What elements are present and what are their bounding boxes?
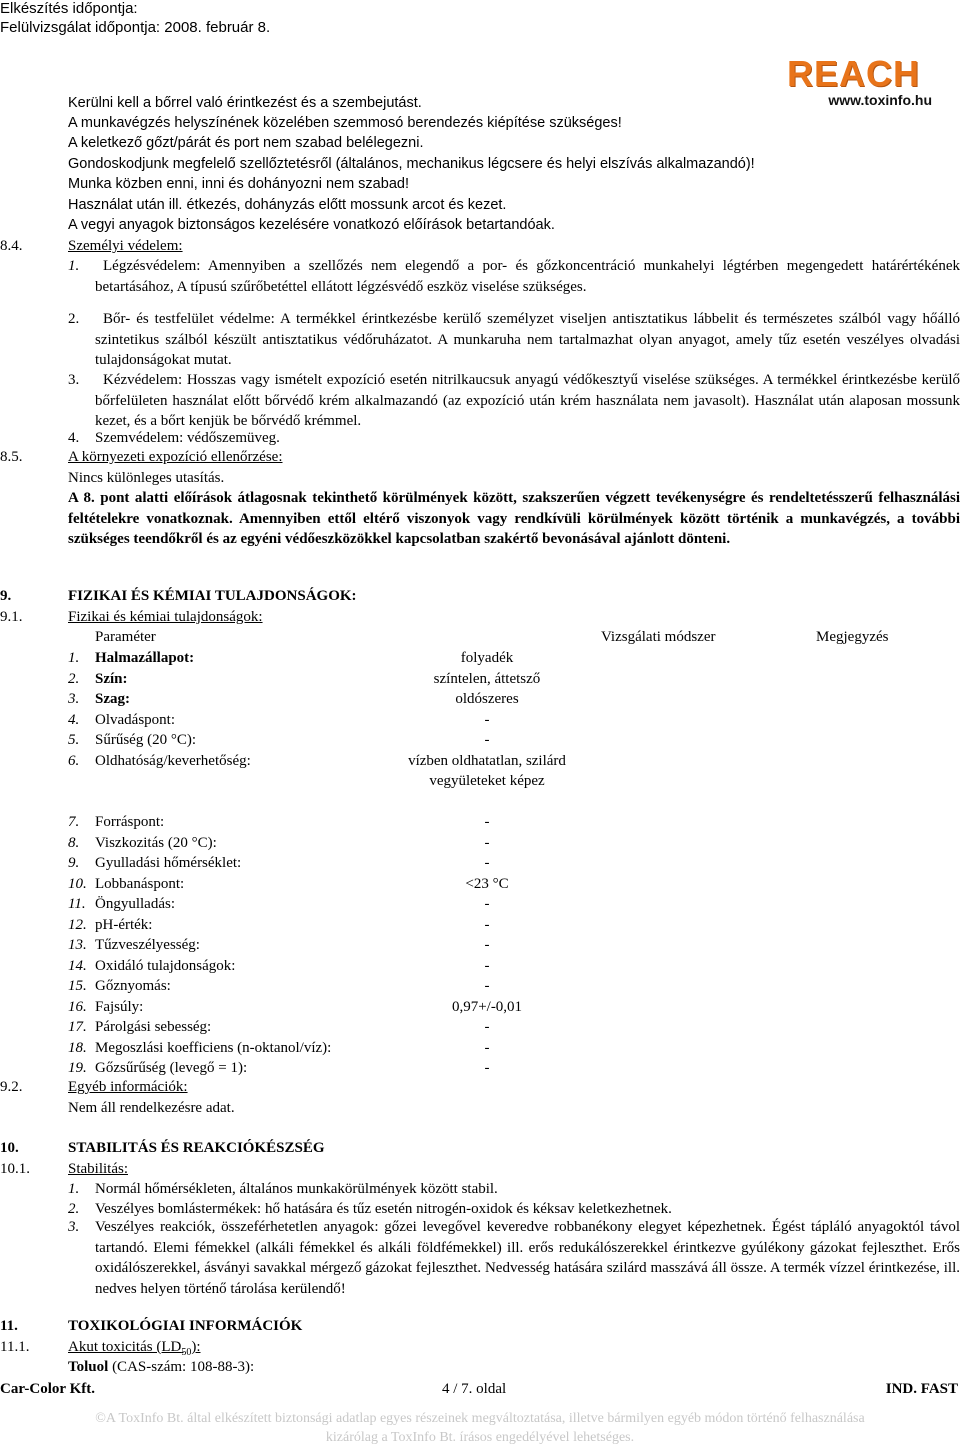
property-value: - — [484, 957, 490, 974]
item-number: 2. — [68, 311, 80, 327]
property-label: Szag: — [95, 691, 130, 707]
property-value: folyadék — [460, 650, 514, 666]
reach-logo — [787, 53, 932, 112]
property-number: 3. — [68, 691, 80, 707]
property-row — [68, 1058, 960, 1079]
footer-page: 4 / 7. oldal — [442, 1381, 507, 1397]
property-label: Párolgási sebesség: — [95, 1019, 212, 1035]
property-value: - — [484, 978, 490, 994]
intro-line: A munkavégzés helyszínének közelében szemmosó berendezés kiépítése szükséges! — [68, 115, 622, 131]
protection-item: Szemvédelem: védőszemüveg. — [95, 430, 280, 446]
header-review-date: Felülvizsgálat időpontja: 2008. február 8. — [0, 19, 271, 36]
property-row — [68, 812, 960, 833]
item-number: 3. — [68, 372, 80, 388]
section-title: Személyi védelem: — [68, 238, 183, 254]
protection-item: Kézvédelem: Hosszas vagy ismételt expozíció esetén nitrilkaucsuk anyagú védőkesztyű viselése szükséges. A termékkel érintkezésbe kerülő bőrfelületen használat előtt bőrvédő krém alkalmazandó (az expozíció után krém használata nem javasolt). Használat után alaposan mossunk kezet, és a bőrt kenjük be bőrvédő krémmel. — [95, 372, 960, 429]
intro-line: Gondoskodjunk megfelelő szellőztetésről (általános, mechanikus légcsere és helyi elszívás alkalmazandó)! — [68, 156, 755, 172]
property-value: - — [484, 916, 490, 933]
property-row — [68, 669, 960, 690]
property-number: 10. — [68, 875, 87, 892]
substance-line: Toluol (CAS-szám: 108-88-3): — [68, 1359, 255, 1375]
column-header-parameter: Paraméter — [95, 629, 156, 645]
intro-line: Használat után ill. étkezés, dohányzás előtt mossunk arcot és kezet. — [68, 197, 507, 213]
property-label: Olvadáspont: — [95, 711, 175, 728]
property-value: - — [484, 1060, 490, 1076]
property-label: Megoszlási koefficiens (n-oktanol/víz): — [95, 1039, 332, 1056]
property-row — [68, 956, 960, 977]
property-row — [68, 894, 960, 915]
property-label: Öngyulladás: — [95, 896, 175, 912]
property-row — [68, 710, 960, 731]
property-row — [68, 874, 960, 895]
property-row — [68, 833, 960, 854]
section-number: 11.1. — [0, 1339, 30, 1355]
section-number: 9. — [0, 588, 12, 604]
copyright-note: kizárólag a ToxInfo Bt. írásos engedélyével lehetséges. — [325, 1430, 635, 1445]
property-label: pH-érték: — [95, 916, 153, 933]
property-value: - — [484, 896, 490, 912]
property-number: 15. — [68, 978, 87, 994]
property-number: 4. — [68, 711, 80, 728]
property-label: Viszkozitás (20 °C): — [95, 834, 217, 851]
property-label: Sűrűség (20 °C): — [95, 732, 196, 748]
property-value: - — [484, 855, 490, 871]
header-created-date: Elkészítés időpontja: — [0, 0, 138, 17]
intro-line: A vegyi anyagok biztonságos kezelésére vonatkozó előírások betartandóak. — [68, 217, 555, 233]
logo-url: www.toxinfo.hu — [828, 92, 932, 108]
intro-line: Kerülni kell a bőrrel való érintkezést és a szembejutást. — [68, 95, 422, 111]
property-row — [68, 997, 960, 1018]
property-number: 18. — [68, 1039, 87, 1056]
column-header-note: Megjegyzés — [816, 629, 889, 645]
property-row — [68, 976, 960, 997]
section-title: Stabilitás: — [68, 1161, 128, 1177]
stability-item: Veszélyes reakciók, összeférhetetlen anyagok: gőzei levegővel keveredve robbanékony elegyet képezhetnek. Égést tápláló anyagoktól távol tartandó. Elemi fémekkel (alkáli fémekkel és alkáli földfémekkel) ill. erős redukálószerekkel érintkezve gyúlékony gázokat fejleszthet. Erős oxidálószerekkel, ásványi savakkal mérgező gázokat fejleszthet. Nedvesség hatására szilárd masszává áll össze. A termék vízzel érintkezése, ill. nedves helyen történő tárolása kerülendő! — [95, 1219, 960, 1297]
property-number: 19. — [68, 1060, 87, 1076]
property-row — [68, 689, 960, 710]
section-heading: STABILITÁS ÉS REAKCIÓKÉSZSÉG — [68, 1140, 325, 1156]
property-number: 12. — [68, 916, 87, 933]
section-title: Fizikai és kémiai tulajdonságok: — [68, 609, 263, 625]
property-label: Fajsúly: — [95, 998, 144, 1015]
property-value: - — [484, 814, 490, 830]
section-number: 10.1. — [0, 1161, 30, 1177]
section-title: A környezeti expozíció ellenőrzése: — [68, 449, 283, 465]
property-value: - — [484, 937, 490, 953]
property-number: 5. — [68, 732, 80, 748]
section-heading: FIZIKAI ÉS KÉMIAI TULAJDONSÁGOK: — [68, 588, 357, 604]
property-number: 7. — [68, 814, 80, 830]
section-number: 8.4. — [0, 238, 23, 254]
item-number: 1. — [68, 1181, 80, 1197]
protection-item: Bőr- és testfelület védelme: A termékkel érintkezésbe kerülő személyzet viseljen antisztatikus lábbelit és természetes szálból vagy hőálló szintetikus szálból készült antisztatikus védőruházatot. A munkaruha nem tartalmazhat olyan anyagot, amely tűz esetén veszélyes olvadási tulajdonságokat mutat. — [95, 311, 960, 368]
property-value: - — [484, 1039, 490, 1056]
property-value: vízben oldhatatlan, szilárd vegyületeket képez — [408, 752, 566, 789]
section-number: 8.5. — [0, 449, 23, 465]
section-number: 9.2. — [0, 1079, 23, 1095]
property-label: Oxidáló tulajdonságok: — [95, 957, 236, 974]
section-text: Nem áll rendelkezésre adat. — [68, 1100, 235, 1116]
section-text: Nincs különleges utasítás. — [68, 470, 225, 486]
item-number: 2. — [68, 1201, 80, 1217]
property-row — [68, 648, 960, 669]
section-title: Akut toxicitás $(LD_{50})$: — [68, 1339, 201, 1358]
property-row — [68, 751, 960, 789]
property-label: Tűzveszélyesség: — [95, 937, 200, 953]
protection-item: Légzésvédelem: Amennyiben a szellőzés nem elegendő a por- és gőzkoncentráció munkahelyi légtérben megengedett határértékének betartásához, A típusú szűrőbetéttel ellátott légzésvédő eszköz viselése szükséges. — [95, 258, 960, 295]
property-number: 2. — [68, 670, 80, 687]
property-label: Halmazállapot: — [95, 650, 195, 666]
property-number: 13. — [68, 937, 87, 953]
property-value: - — [484, 711, 490, 728]
property-number: 16. — [68, 998, 87, 1015]
property-label: Gyulladási hőmérséklet: — [95, 855, 242, 871]
property-label: Szín: — [95, 670, 128, 687]
stability-item: Normál hőmérsékleten, általános munkakörülmények között stabil. — [95, 1181, 498, 1197]
section-number: 11. — [0, 1318, 18, 1334]
property-number: 8. — [68, 834, 80, 851]
section-number: 10. — [0, 1140, 19, 1156]
property-row — [68, 935, 960, 956]
property-row — [68, 1038, 960, 1059]
footer-company: Car-Color Kft. — [0, 1381, 95, 1397]
item-number: 4. — [68, 430, 80, 446]
property-row — [68, 915, 960, 936]
property-number: 17. — [68, 1019, 87, 1035]
intro-line: Munka közben enni, inni és dohányozni nem szabad! — [68, 176, 409, 192]
stability-item: Veszélyes bomlástermékek: hő hatására és tűz esetén nitrogén-oxidok és kéksav keletkezhetnek. — [95, 1201, 672, 1217]
property-number: 11. — [68, 896, 86, 912]
intro-line: A keletkező gőzt/párát és port nem szabad belélegezni. — [68, 135, 424, 151]
section-heading: TOXIKOLÓGIAI INFORMÁCIÓK — [68, 1318, 303, 1334]
property-label: Gőznyomás: — [95, 978, 171, 994]
item-number: 1. — [68, 258, 80, 274]
footer-product: IND. FAST — [885, 1381, 958, 1397]
bold-note: A 8. pont alatti előírások átlagosnak tekinthető körülmények között, szakszerűen végzett tevékenységre és rendeltetésszerű felhasználási feltételekre vonatkoznak. Amennyiben ettől eltérő viszonyok vagy rendkívüli körülmények között történik a munkavégzés, a további szükséges teendőkről és az egyéni védőeszközökkel kapcsolatban szakértő bevonásával ajánlott dönteni. — [68, 490, 960, 547]
property-label: Oldhatóság/keverhetőség: — [95, 752, 251, 769]
property-value: - — [484, 1019, 490, 1035]
property-value: - — [484, 834, 490, 851]
copyright-note: ©A ToxInfo Bt. által elkészített biztonsági adatlap egyes részeinek megváltoztatása, illetve bármilyen egyéb módon történő felhasználása — [95, 1411, 865, 1426]
item-number: 3. — [68, 1219, 80, 1235]
property-row — [68, 730, 960, 751]
property-number: 9. — [68, 855, 80, 871]
column-header-method: Vizsgálati módszer — [601, 629, 716, 645]
property-value: <23 °C — [465, 875, 509, 892]
property-label: Lobbanáspont: — [95, 875, 185, 892]
property-row — [68, 1017, 960, 1038]
property-number: 6. — [68, 752, 80, 769]
property-value: oldószeres — [455, 691, 519, 707]
logo-text: REACH — [787, 53, 921, 94]
property-row — [68, 853, 960, 874]
property-label: Forráspont: — [95, 814, 165, 830]
section-number: 9.1. — [0, 609, 23, 625]
section-title: Egyéb információk: — [68, 1079, 188, 1095]
property-value: - — [484, 732, 490, 748]
property-value: színtelen, áttetsző — [433, 670, 541, 687]
property-label: Gőzsűrűség (levegő = 1): — [95, 1060, 248, 1076]
property-number: 14. — [68, 957, 87, 974]
property-value: 0,97+/-0,01 — [451, 998, 523, 1015]
property-number: 1. — [68, 650, 80, 666]
